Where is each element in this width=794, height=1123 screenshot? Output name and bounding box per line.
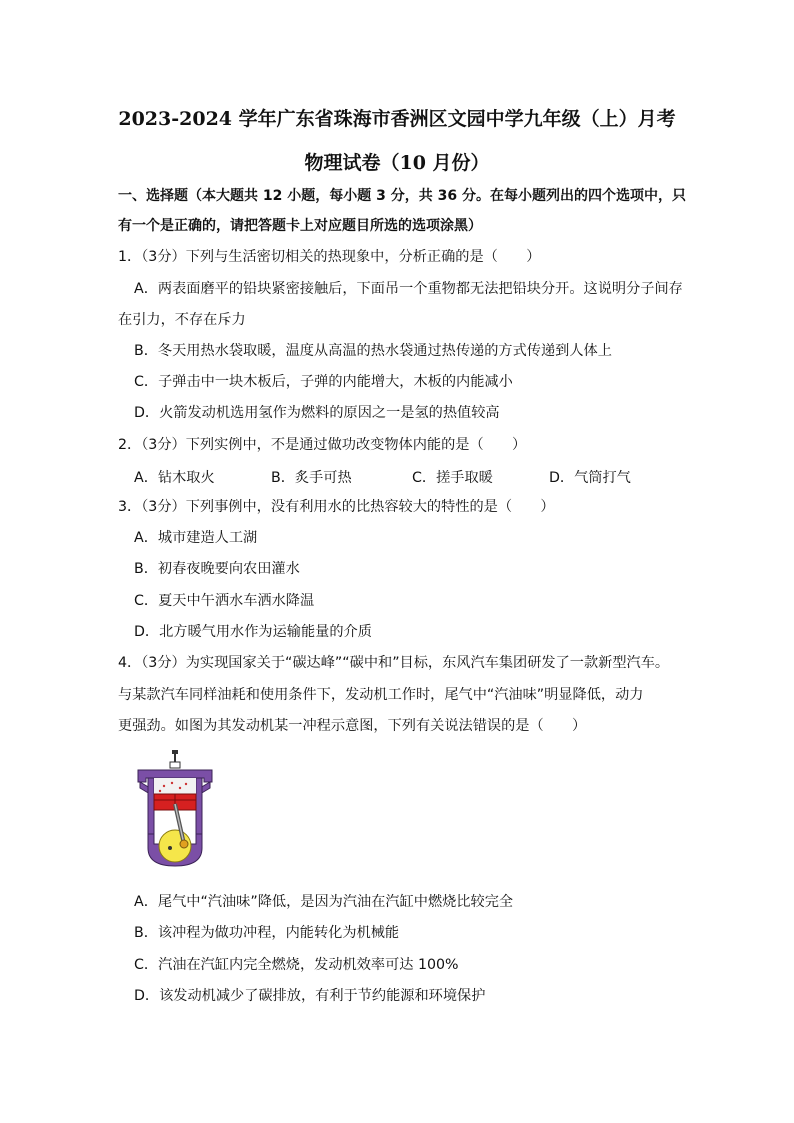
exam-title-line2: 物理试卷（10 月份） [304,152,490,174]
q1-option-b: B．冬天用热水袋取暖，温度从高温的热水袋通过热传递的方式传递到人体上 [134,343,612,359]
gas-dot [163,785,165,787]
q4-option-b: B．该冲程为做功冲程，内能转化为机械能 [134,925,400,941]
q1-option-a-line1: A．两表面磨平的铅块紧密接触后，下面吊一个重物都无法把铅块分开。这说明分子间存 [134,281,683,297]
section-heading-line1: 一、选择题（本大题共 12 小题，每小题 3 分，共 36 分。在每小题列出的四个选项中，只 [118,188,686,204]
q1-stem: 1．（3分）下列与生活密切相关的热现象中，分析正确的是（ ） [118,249,541,265]
engine-stroke-diagram [134,748,216,870]
q4-option-a: A．尾气中“汽油味”降低，是因为汽油在汽缸中燃烧比较完全 [134,894,514,910]
gas-dot [179,787,181,789]
q3-option-a: A．城市建造人工湖 [134,530,258,546]
q3-stem: 3．（3分）下列事例中，没有利用水的比热容较大的特性的是（ ） [118,499,555,515]
q1-option-a-line2: 在引力，不存在斥力 [118,312,246,328]
q2-stem: 2．（3分）下列实例中，不是通过做功改变物体内能的是（ ） [118,437,527,453]
q4-stem-line3: 更强劲。如图为其发动机某一冲程示意图，下列有关说法错误的是（ ） [118,718,587,734]
q3-option-d: D．北方暖气用水作为运输能量的介质 [134,624,372,640]
exam-title-line1: 2023-2024 学年广东省珠海市香洲区文园中学九年级（上）月考 [118,108,676,130]
q2-option-c: C．搓手取暖 [412,470,493,486]
q3-option-c: C．夏天中午洒水车洒水降温 [134,593,315,609]
crank-axle [168,846,172,850]
q1-option-d: D．火箭发动机选用氢作为燃料的原因之一是氢的热值较高 [134,405,500,421]
q4-stem-line1: 4．（3分）为实现国家关于“碳达峰”“碳中和”目标，东风汽车集团研发了一款新型汽车。 [118,655,670,671]
cylinder-wall-left [148,778,154,834]
gas-dot [159,790,161,792]
crank-pin [180,840,188,848]
q1-option-c: C．子弹击中一块木板后，子弹的内能增大，木板的内能减小 [134,374,513,390]
spark-plug-top [172,750,178,754]
q4-stem-line2: 与某款汽车同样油耗和使用条件下，发动机工作时，尾气中“汽油味”明显降低，动力 [118,687,644,703]
q2-option-a: A．钻木取火 [134,470,215,486]
q2-options-row [0,467,794,487]
cylinder-wall-right [196,778,202,834]
spark-plug-body [170,762,180,768]
q2-option-b: B．炙手可热 [271,470,352,486]
q4-option-c: C．汽油在汽缸内完全燃烧，发动机效率可达 100% [134,957,459,973]
q3-option-b: B．初春夜晚要向农田灌水 [134,561,300,577]
section-heading-line2: 有一个是正确的，请把答题卡上对应题目所选的选项涂黑） [118,218,482,234]
gas-dot [171,782,173,784]
gas-dot [185,783,187,785]
q2-option-d: D．气筒打气 [549,470,631,486]
q4-option-d: D．该发动机减少了碳排放，有利于节约能源和环境保护 [134,988,486,1004]
